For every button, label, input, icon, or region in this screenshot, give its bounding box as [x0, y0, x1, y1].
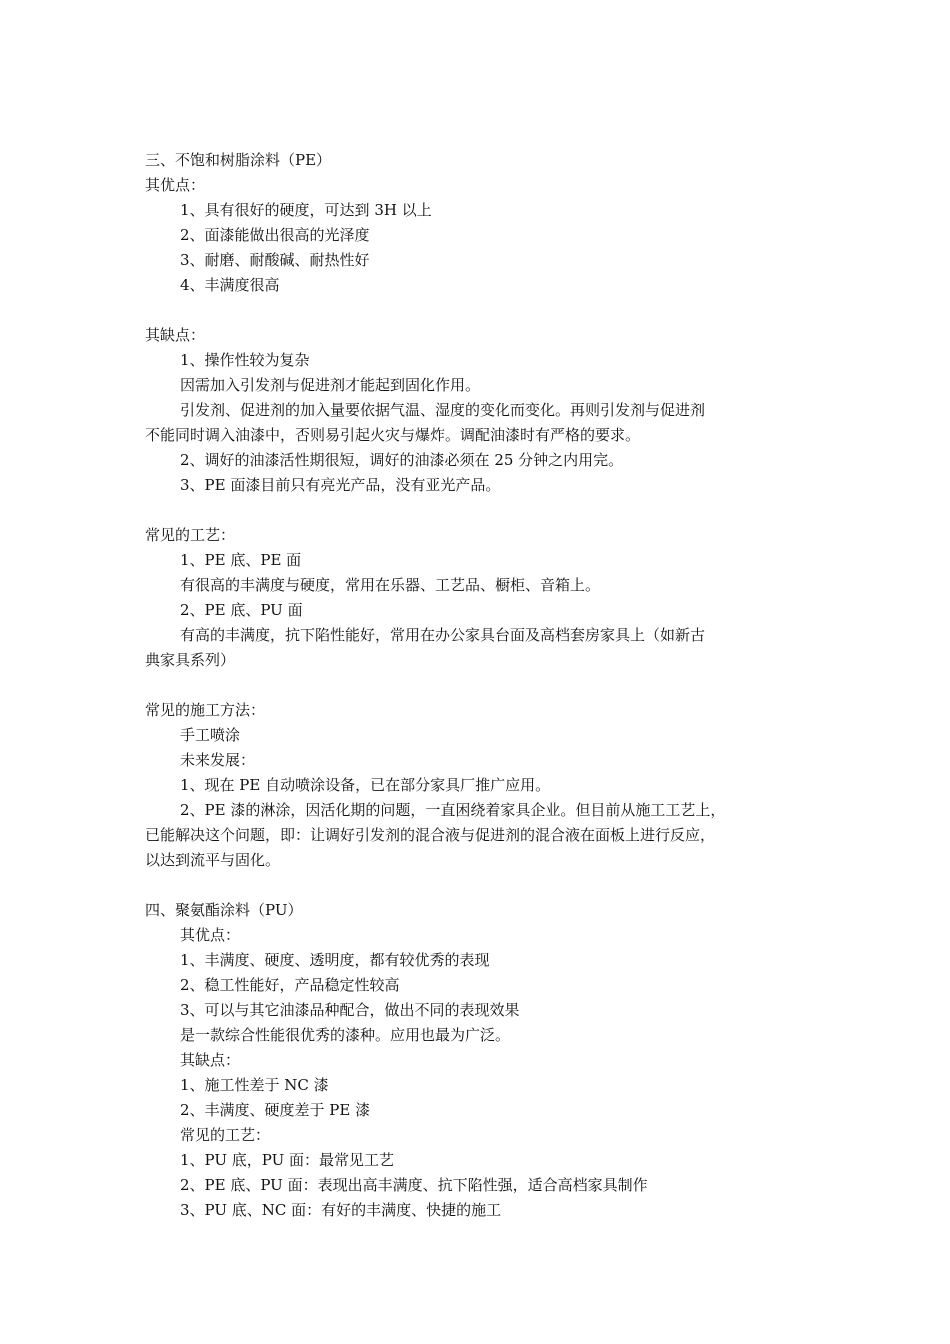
section-3-method-label: 常见的施工方法： — [145, 701, 266, 719]
section-3-pro-item: 1、具有很好的硬度，可达到 3H 以上 — [180, 201, 432, 219]
section-3-cons-label: 其缺点： — [145, 326, 206, 344]
section-3-process-item: 1、PE 底、PE 面 — [180, 551, 302, 569]
section-4-summary: 是一款综合性能很优秀的漆种。应用也最为广泛。 — [180, 1026, 511, 1044]
section-4-con-item: 1、施工性差于 NC 漆 — [180, 1076, 329, 1094]
section-4-process-item: 1、PU 底，PU 面：最常见工艺 — [180, 1151, 395, 1169]
section-3-pro-item: 3、耐磨、耐酸碱、耐热性好 — [180, 251, 370, 269]
section-4-title: 四、聚氨酯涂料（PU） — [145, 901, 303, 919]
section-4-con-item: 2、丰满度、硬度差于 PE 漆 — [180, 1101, 371, 1119]
section-4-pro-item: 3、可以与其它油漆品种配合，做出不同的表现效果 — [180, 1001, 520, 1019]
section-4-cons-label: 其缺点： — [180, 1051, 241, 1069]
section-4-process-item: 3、PU 底、NC 面：有好的丰满度、快捷的施工 — [180, 1201, 502, 1219]
section-3-con-item: 3、PE 面漆目前只有亮光产品，没有亚光产品。 — [180, 476, 501, 494]
section-4-process-item: 2、PE 底、PU 面：表现出高丰满度、抗下陷性强，适合高档家具制作 — [180, 1176, 648, 1194]
section-3-future-item: 1、现在 PE 自动喷涂设备，已在部分家具厂推广应用。 — [180, 776, 551, 794]
section-3-con-reason: 因需加入引发剂与促进剂才能起到固化作用。 — [180, 376, 481, 394]
section-3-future-label: 未来发展： — [180, 751, 256, 769]
section-4-pro-item: 1、丰满度、硬度、透明度，都有较优秀的表现 — [180, 951, 490, 969]
section-3-process-desc-cont: 典家具系列） — [145, 651, 236, 669]
section-3-con-item: 1、操作性较为复杂 — [180, 351, 310, 369]
section-3-pros-label: 其优点： — [145, 176, 206, 194]
section-4-pro-item: 2、稳工性能好，产品稳定性较高 — [180, 976, 400, 994]
section-3-con-detail: 引发剂、促进剂的加入量要依据气温、湿度的变化而变化。再则引发剂与促进剂 — [180, 401, 706, 419]
section-3-method-item: 手工喷涂 — [180, 726, 241, 744]
section-3-process-label: 常见的工艺： — [145, 526, 236, 544]
section-3-future-item-cont: 以达到流平与固化。 — [145, 851, 281, 869]
section-3-future-item: 2、PE 漆的淋涂，因活化期的问题，一直困绕着家具企业。但目前从施工工艺上， — [180, 801, 726, 819]
section-3-con-detail-cont: 不能同时调入油漆中，否则易引起火灾与爆炸。调配油漆时有严格的要求。 — [145, 426, 641, 444]
section-3-process-desc: 有很高的丰满度与硬度，常用在乐器、工艺品、橱柜、音箱上。 — [180, 576, 601, 594]
section-4-pros-label: 其优点： — [180, 926, 241, 944]
section-3-pro-item: 4、丰满度很高 — [180, 276, 280, 294]
section-3-future-item-cont: 已能解决这个问题，即：让调好引发剂的混合液与促进剂的混合液在面板上进行反应， — [145, 826, 716, 844]
section-3-process-item: 2、PE 底、PU 面 — [180, 601, 303, 619]
section-4-process-label: 常见的工艺： — [180, 1126, 271, 1144]
section-3-pro-item: 2、面漆能做出很高的光泽度 — [180, 226, 370, 244]
section-3-process-desc: 有高的丰满度，抗下陷性能好，常用在办公家具台面及高档套房家具上（如新古 — [180, 626, 706, 644]
section-3-title: 三、不饱和树脂涂料（PE） — [145, 151, 332, 169]
section-3-con-item: 2、调好的油漆活性期很短，调好的油漆必须在 25 分钟之内用完。 — [180, 451, 624, 469]
